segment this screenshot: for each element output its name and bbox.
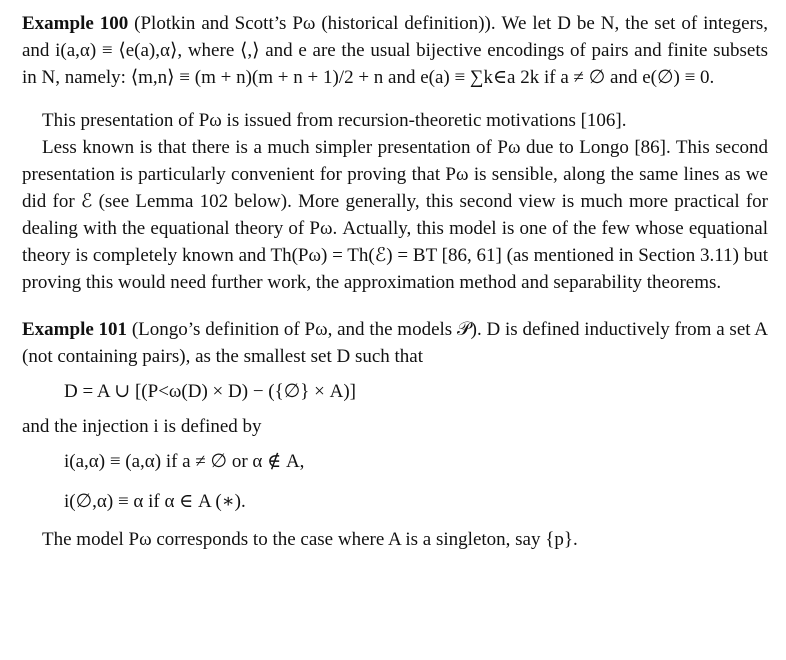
example-101 — [22, 316, 768, 370]
equation-injection-1: i(a,α) ≡ (a,α) if a ≠ ∅ or α ∉ A, — [64, 451, 305, 472]
page — [22, 10, 768, 553]
example-100-text: (Plotkin and Scott’s Pω (historical definition)). We let D be N, the set of integers, and i(a,α) ≡ ⟨e(a),α⟩, where ⟨,⟩ and e are the usual bijective encodings of pairs and finite subsets in N, namely: ⟨m,n⟩ ≡ (m + n)(m + n + 1)/2 + n and e(a) ≡ ∑k∈a 2k if a ≠ ∅ and e(∅) ≡ 0. — [22, 13, 769, 88]
equation-injection-2: i(∅,α) ≡ α if α ∈ A (∗). — [64, 491, 246, 512]
paragraph-3: and the injection i is defined by — [22, 416, 262, 437]
equation-D: D = A ∪ [(P<ω(D) × D) − ({∅} × A)] — [64, 381, 356, 402]
example-101-label: Example 101 — [22, 319, 128, 340]
paragraph-1: This presentation of Pω is issued from recursion-theoretic motivations [106]. — [42, 110, 627, 131]
example-100-label: Example 100 — [22, 13, 129, 34]
paragraph-2: Less known is that there is a much simpler presentation of Pω due to Longo [86]. This second presentation is particularly convenient for proving that Pω is sensible, along the same lines as we did for ℰ (see Lemma 102 below). More generally, this second view is much more practical for dealing with the equational theory of Pω. Actually, this model is one of the few whose equational theory is completely known and Th(Pω) = Th(ℰ) = BT [86, 61] (as mentioned in Section 3.11) but proving this would need further work, the approximation method and separability theorems. — [22, 137, 768, 293]
example-100 — [22, 10, 768, 91]
paragraph-4: The model Pω corresponds to the case where A is a singleton, say {p}. — [42, 529, 578, 550]
example-101-text: (Longo’s definition of Pω, and the models 𝒫). D is defined inductively from a set A (not containing pairs), as the smallest set D such that — [22, 319, 768, 367]
